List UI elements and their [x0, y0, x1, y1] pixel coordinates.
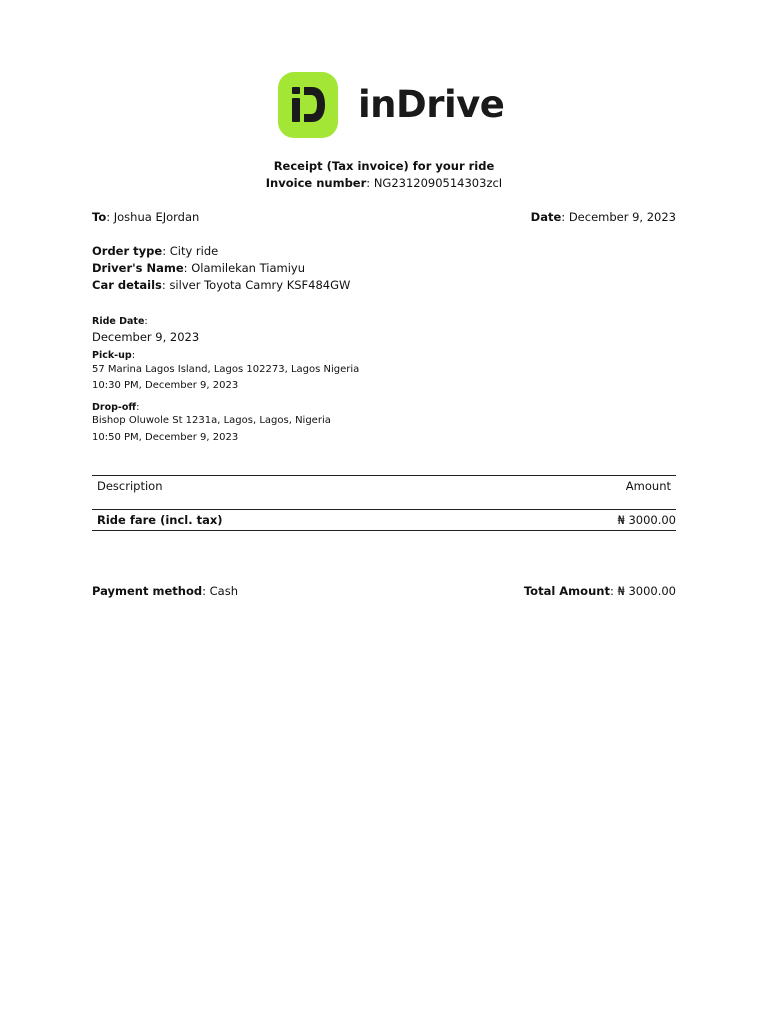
- dropoff-time: 10:50 PM, December 9, 2023: [92, 432, 239, 443]
- table-row-amount: ₦ 3000.00: [617, 513, 676, 527]
- ride-date-heading: Ride Date:: [92, 316, 148, 327]
- payment-method-value: Cash: [209, 584, 238, 598]
- total-amount: Total Amount: ₦ 3000.00: [523, 584, 676, 598]
- order-type-value: City ride: [169, 244, 219, 258]
- dropoff-heading: Drop-off:: [92, 402, 140, 413]
- table-header-rule: [92, 509, 676, 510]
- pickup-heading: Pick-up:: [92, 350, 136, 361]
- driver-name-label: Driver's Name: [92, 261, 184, 275]
- driver-name-value: Olamilekan Tiamiyu: [191, 261, 306, 275]
- table-row-description: Ride fare (incl. tax): [97, 513, 223, 527]
- table-bottom-rule: [92, 530, 676, 531]
- invoice-number: Invoice number: NG2312090514303zcI: [265, 176, 503, 190]
- indrive-logo-icon: [278, 72, 338, 138]
- invoice-number-value: NG2312090514303zcI: [373, 176, 503, 190]
- order-type-label: Order type: [92, 244, 163, 258]
- to-value: Joshua EJordan: [113, 210, 200, 224]
- invoice-date: Date: December 9, 2023: [530, 210, 676, 224]
- pickup-time: 10:30 PM, December 9, 2023: [92, 380, 239, 391]
- date-label: Date: [530, 210, 562, 224]
- payment-method: Payment method: Cash: [92, 584, 238, 598]
- invoice-number-label: Invoice number: [265, 176, 367, 190]
- logo-wordmark: inDrive: [358, 83, 505, 126]
- payment-method-label: Payment method: [92, 584, 203, 598]
- indrive-logo: [278, 72, 504, 138]
- recipient: To: Joshua EJordan: [92, 210, 200, 224]
- receipt-title: Receipt (Tax invoice) for your ride: [273, 159, 495, 173]
- pickup-address: 57 Marina Lagos Island, Lagos 102273, Lagos Nigeria: [92, 364, 360, 375]
- total-amount-label: Total Amount: [523, 584, 610, 598]
- table-header-amount: Amount: [625, 479, 671, 493]
- pickup-label: Pick-up: [92, 350, 132, 361]
- ride-date-label: Ride Date: [92, 316, 145, 327]
- total-amount-value: ₦ 3000.00: [617, 584, 676, 598]
- car-details-label: Car details: [92, 278, 162, 292]
- dropoff-label: Drop-off: [92, 402, 137, 413]
- dropoff-address: Bishop Oluwole St 1231a, Lagos, Lagos, Nigeria: [92, 415, 331, 426]
- order-type: Order type: City ride: [92, 244, 219, 258]
- table-top-rule: [92, 475, 676, 476]
- to-label: To: [92, 210, 107, 224]
- car-details-value: silver Toyota Camry KSF484GW: [169, 278, 351, 292]
- car-details: Car details: silver Toyota Camry KSF484GW: [92, 278, 351, 292]
- date-value: December 9, 2023: [568, 210, 676, 224]
- driver-name: Driver's Name: Olamilekan Tiamiyu: [92, 261, 306, 275]
- ride-date-value: December 9, 2023: [92, 330, 200, 344]
- table-header-description: Description: [97, 479, 163, 493]
